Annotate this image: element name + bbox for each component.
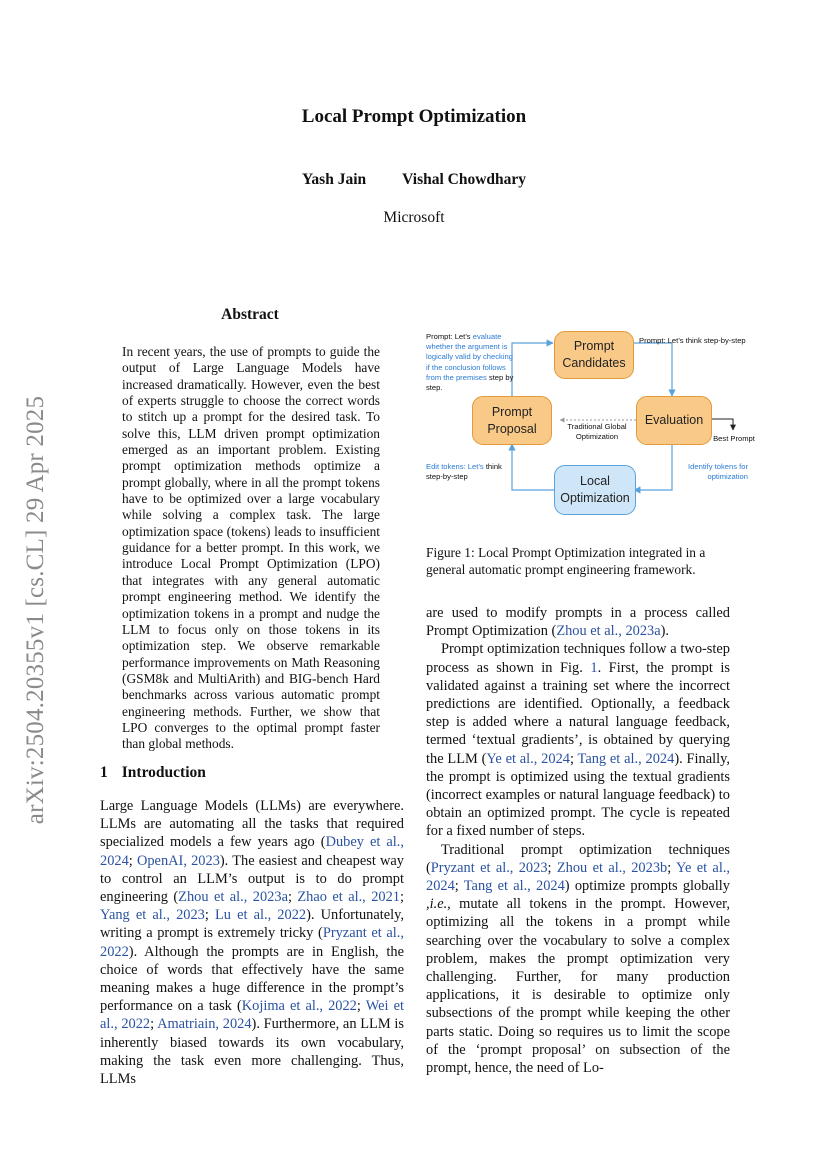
citation-link[interactable]: Yang et al., 2023 <box>100 907 205 924</box>
abstract-heading: Abstract <box>221 306 279 323</box>
section-heading <box>100 764 206 782</box>
citation-link[interactable]: Amatriain, 2024 <box>157 1016 252 1033</box>
example-prompt-text: Prompt: Let’s evaluate whether the argument is logically valid by checking if the conclusion follows from the premises step by step. <box>426 332 514 393</box>
local-optimization-box: Local Optimization <box>554 465 636 515</box>
citation-link[interactable]: Ye et al., 2024 <box>486 750 570 767</box>
citation-link[interactable]: Wei et al., 2022 <box>100 998 404 1033</box>
paper-title: Local Prompt Optimization <box>301 106 527 127</box>
citation-link[interactable]: Ye et al., 2024 <box>426 859 731 895</box>
citation-link[interactable]: Zhou et al., 2023b <box>556 859 668 876</box>
traditional-global-label: Traditional Global Optimization <box>567 422 627 442</box>
right-column-text: are used to modify prompts in a process called Prompt Optimization (Zhou et al., 2023a). Prompt optimization techniques follow a two-step process as shown in Fig. 1. First, the prompt is validated against a training set where the incorrect predictions are identified. Optionally, a feedback step is added where a natural language feedback, termed ‘textual gradients’, is obtained by querying the LLM (Ye et al., 2024; Tang et al., 2024). Finally, the prompt is optimized using the textual gradients (incorrect examples or natural language feedback) to obtain an optimized prompt. The cycle is repeated for a fixed number of steps. Traditional prompt optimization techniques (Pryzant et al., 2023; Zhou et al., 2023b; Ye et al., 2024; Tang et al., 2024) optimize prompts globally ,i.e., mutate all tokens in the prompt. However, optimizing all the tokens in a prompt while searching over the vocabulary to solve a complex problem, makes the prompt optimization very challenging. Further, for many production applications, it is desirable to optimize only subsections of the prompt while keeping the other parts static. Doing so requires us to limit the scope of the ‘prompt proposal’ on subsection of the prompt, hence, the need of Lo- <box>426 605 731 1077</box>
intro-paragraph: Large Language Models (LLMs) are everywhere. LLMs are automating all the tasks that required specialized models a few years ago (Dubey et al., 2024; OpenAI, 2023). The easiest and cheapest way to control an LLM’s output is to do prompt engineering (Zhou et al., 2023a; Zhao et al., 2021; Yang et al., 2023; Lu et al., 2022). Unfortunately, writing a prompt is extremely tricky (Pryzant et al., 2022). Although the prompts are in English, the choice of words that effectively have the same meaning makes a huge difference in the prompt’s performance on a task (Kojima et al., 2022; Wei et al., 2022; Amatriain, 2024). Furthermore, an LLM is inherently biased towards its own vocabulary, making the task even more challenging. Thus, LLMs <box>100 798 404 1088</box>
section-title: Introduction <box>121 764 206 781</box>
citation-link[interactable]: Dubey et al., 2024 <box>100 834 404 869</box>
citation-link[interactable]: Lu et al., 2022 <box>214 907 307 924</box>
arxiv-stamp: arXiv:2504.20355v1 [cs.CL] 29 Apr 2025 <box>22 395 49 825</box>
citation-link[interactable]: Tang et al., 2024 <box>577 750 675 767</box>
evaluation-box: Evaluation <box>636 396 712 445</box>
identify-tokens-text: Identify tokens for optimization <box>688 462 748 482</box>
author-name: Yash Jain <box>301 171 367 188</box>
citation-link[interactable]: OpenAI, 2023 <box>136 852 220 869</box>
figure-ref-link[interactable]: 1 <box>590 659 598 676</box>
section-number: 1 <box>100 764 108 781</box>
framework-figure <box>420 322 764 522</box>
author-name: Vishal Chowdhary <box>402 171 527 188</box>
author-list <box>0 171 828 189</box>
figure-caption: Figure 1: Local Prompt Optimization integrated in a general automatic prompt engineering framework. <box>426 545 706 577</box>
citation-link[interactable]: Tang et al., 2024 <box>463 878 565 895</box>
initial-prompt-text: Prompt: Let’s think step-by-step <box>639 336 746 345</box>
edit-tokens-text: Edit tokens: Let’s think step-by-step <box>426 462 502 482</box>
abstract-text: In recent years, the use of prompts to guide the output of Large Language Models have increased dramatically. However, even the best of experts struggle to choose the correct words to stitch up a prompt for the desired task. To solve this, LLM driven prompt optimization emerged as an important problem. Existing prompt optimization methods optimize a prompt globally, where in all the prompt tokens have to be optimized over a large vocabulary while solving a complex task. The large optimization space (tokens) leads to insufficient guidance for a better prompt. In this work, we introduce Local Prompt Optimization (LPO) that integrates with any general automatic prompt engineering method. We identify the optimization tokens in a prompt and nudge the LLM to focus only on those tokens in its optimization step. We observe remarkable performance improvements on Math Reasoning (GSM8k and MultiArith) and BIG-bench Hard benchmarks across various automatic prompt engineering methods. Further, we show that LPO converges to the optimal prompt faster than global methods. <box>122 344 380 752</box>
affiliation: Microsoft <box>383 209 445 226</box>
citation-link[interactable]: Zhou et al., 2023a <box>178 889 288 906</box>
citation-link[interactable]: Pryzant et al., 2023 <box>430 859 548 876</box>
citation-link[interactable]: Kojima et al., 2022 <box>241 998 357 1015</box>
best-prompt-label: Best Prompt <box>713 434 755 443</box>
citation-link[interactable]: Zhou et al., 2023a <box>556 623 661 640</box>
citation-link[interactable]: Zhao et al., 2021 <box>297 889 400 906</box>
prompt-candidates-box: Prompt Candidates <box>554 331 634 379</box>
prompt-proposal-box: Prompt Proposal <box>472 396 552 445</box>
citation-link[interactable]: Pryzant et al., 2022 <box>100 925 404 960</box>
